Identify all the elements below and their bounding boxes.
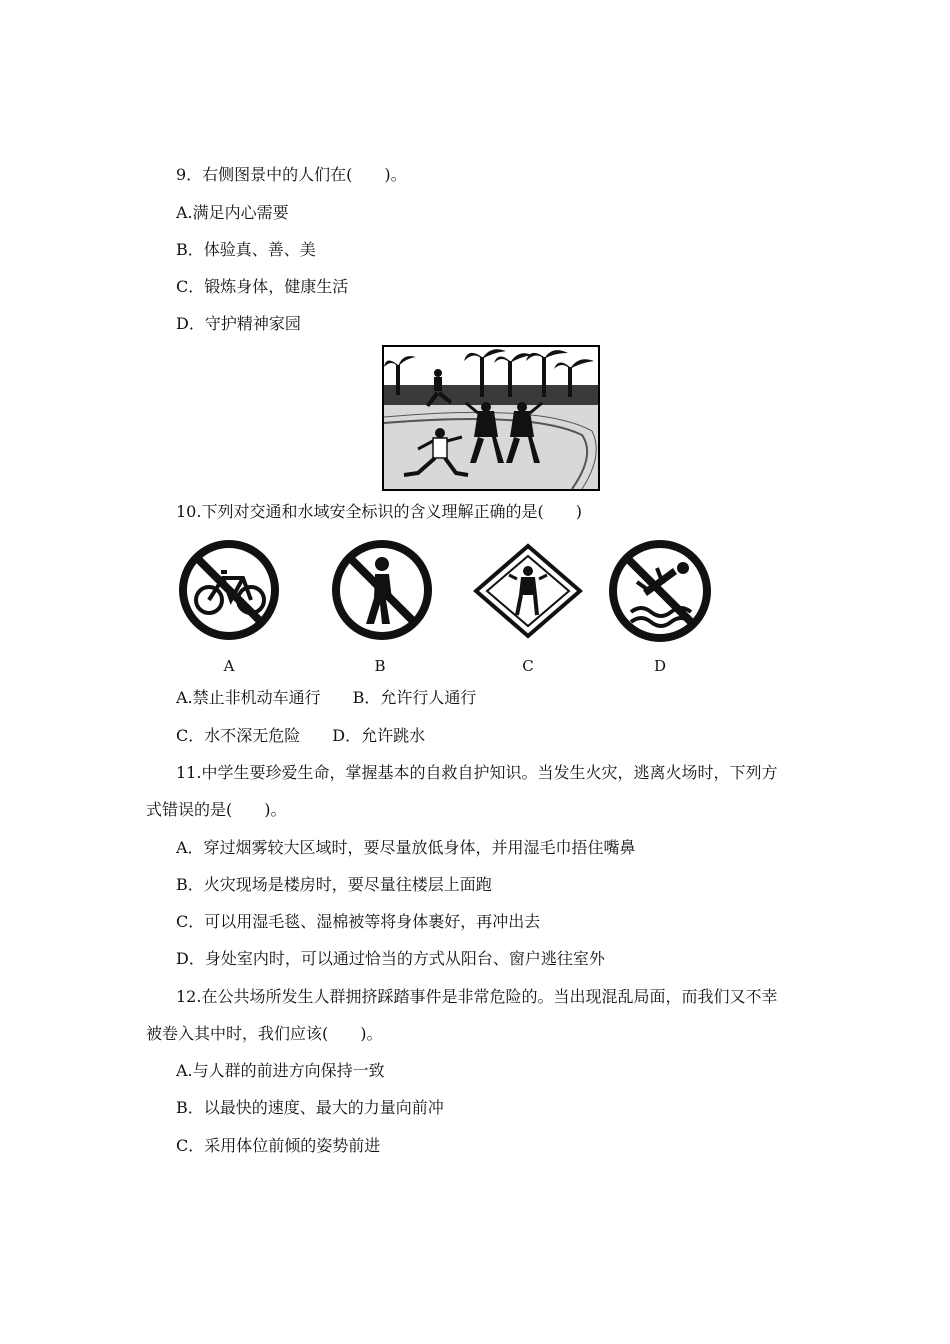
no-bicycle-sign-icon	[177, 538, 281, 642]
q11-option-b: B．火灾现场是楼房时，要尽量往楼层上面跑	[176, 875, 492, 894]
q12-option-a: A.与人群的前进方向保持一致	[176, 1061, 385, 1080]
sign-c-label: C	[522, 657, 534, 675]
q12-option-b: B．以最快的速度、最大的力量向前冲	[176, 1098, 444, 1117]
no-pedestrian-sign-icon	[330, 538, 434, 642]
q12-option-c: C．采用体位前倾的姿势前进	[176, 1136, 381, 1155]
q9-stem: 9．右侧图景中的人们在( )。	[176, 165, 407, 184]
q10-stem: 10.下列对交通和水域安全标识的含义理解正确的是( )	[176, 502, 582, 521]
q9-option-b: B．体验真、善、美	[176, 240, 316, 259]
park-exercise-illustration	[382, 345, 600, 491]
sign-b-label: B	[374, 657, 386, 675]
sign-a-label: A	[223, 657, 235, 675]
no-diving-sign-icon	[607, 538, 713, 644]
q10-options-row1: A.禁止非机动车通行 B．允许行人通行	[176, 688, 477, 707]
q11-stem-line1: 11.中学生要珍爱生命，掌握基本的自救自护知识。当发生火灾，逃离火场时，下列方	[176, 763, 778, 782]
q12-stem-line2: 被卷入其中时，我们应该( )。	[146, 1024, 383, 1043]
q11-option-d: D．身处室内时，可以通过恰当的方式从阳台、窗户逃往室外	[176, 949, 605, 968]
sign-d-label: D	[653, 657, 667, 675]
q11-option-a: A．穿过烟雾较大区域时，要尽量放低身体，并用湿毛巾捂住嘴鼻	[176, 838, 636, 857]
q12-stem-line1: 12.在公共场所发生人群拥挤踩踏事件是非常危险的。当出现混乱局面，而我们又不幸	[176, 987, 778, 1006]
q10-options-row2: C．水不深无危险 D．允许跳水	[176, 726, 426, 745]
q11-option-c: C．可以用湿毛毯、湿棉被等将身体裹好，再冲出去	[176, 912, 541, 931]
q11-stem-line2: 式错误的是( )。	[146, 800, 287, 819]
warning-person-sign-icon	[473, 543, 583, 639]
q9-option-d: D．守护精神家园	[176, 314, 301, 333]
q9-option-a: A.满足内心需要	[176, 203, 289, 222]
q9-option-c: C．锻炼身体，健康生活	[176, 277, 349, 296]
